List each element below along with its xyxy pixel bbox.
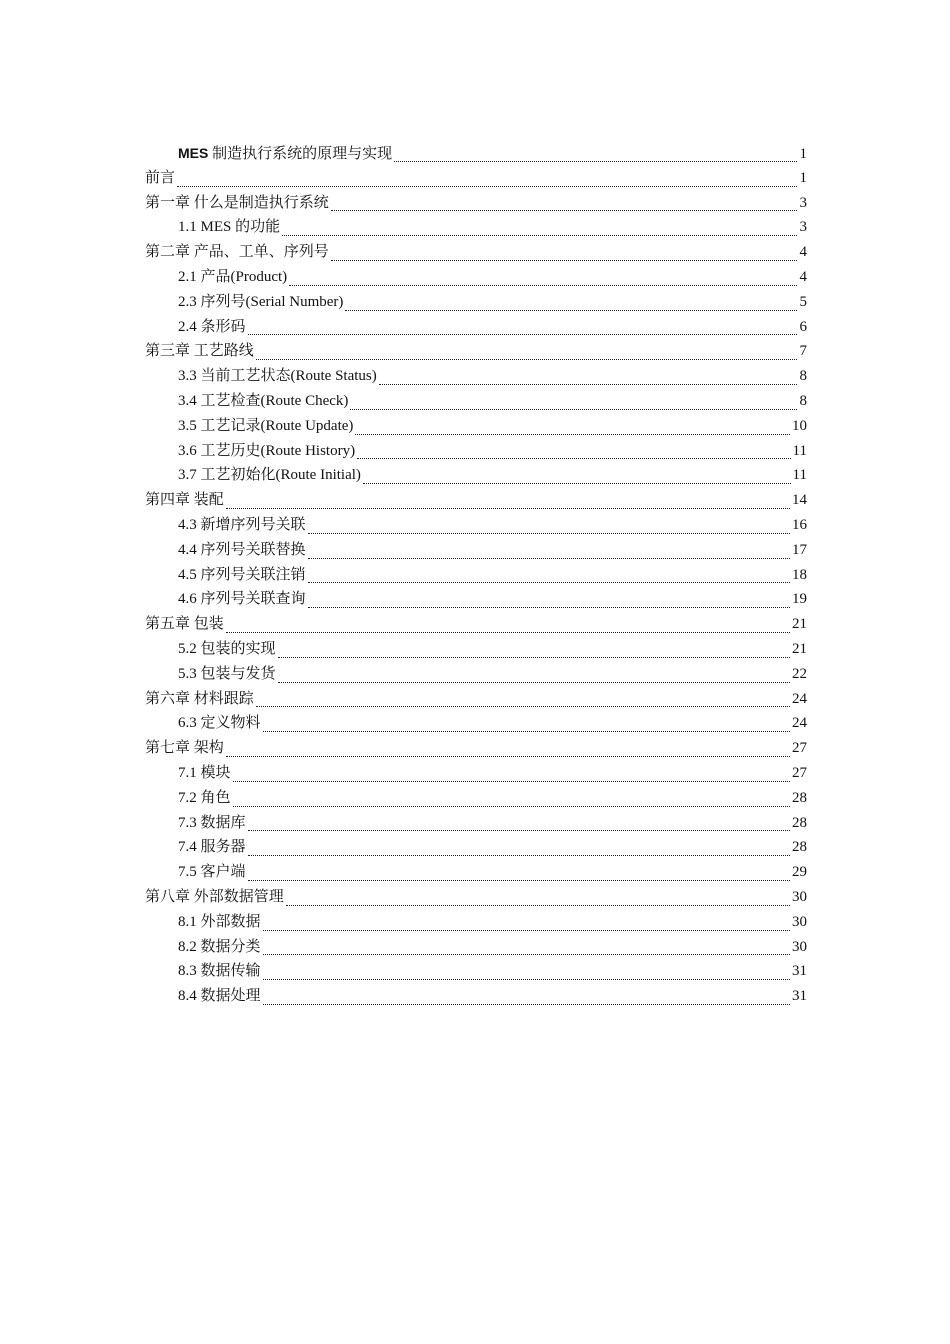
dot-leader — [256, 358, 797, 360]
dot-leader — [355, 433, 790, 435]
dot-leader — [308, 581, 790, 583]
toc-section-entry[interactable] — [145, 364, 807, 389]
dot-leader — [263, 978, 790, 980]
dot-leader — [308, 606, 790, 608]
toc-page-number: 4 — [799, 244, 807, 261]
toc-page-number: 19 — [792, 591, 807, 608]
toc-page-number: 11 — [792, 467, 807, 484]
dot-leader — [286, 904, 790, 906]
toc-entry-label: 1.1 MES 的功能 — [178, 219, 281, 236]
toc-entry-label: 第六章 材料跟踪 — [145, 690, 254, 707]
dot-leader — [226, 631, 790, 633]
dot-leader — [282, 234, 797, 236]
toc-chapter-entry[interactable] — [145, 166, 807, 191]
toc-section-entry[interactable] — [145, 811, 807, 836]
toc-entry-label: 第五章 包装 — [145, 616, 224, 633]
toc-page-number: 24 — [792, 715, 807, 732]
toc-section-entry[interactable] — [145, 538, 807, 563]
toc-section-entry[interactable] — [145, 786, 807, 811]
toc-entry-label: 2.4 条形码 — [178, 318, 246, 335]
dot-leader — [379, 383, 797, 385]
toc-entry-label: 4.4 序列号关联替换 — [178, 541, 306, 558]
toc-entry-label: 第二章 产品、工单、序列号 — [145, 244, 329, 261]
dot-leader — [308, 532, 790, 534]
toc-entry-label: 前言 — [145, 169, 176, 186]
dot-leader — [308, 557, 790, 559]
toc-page-number: 22 — [792, 665, 807, 682]
toc-entry-label: 第七章 架构 — [145, 740, 224, 757]
toc-entry-label: 3.4 工艺检查(Route Check) — [178, 392, 349, 409]
dot-leader — [233, 805, 790, 807]
toc-entry-label: 2.1 产品(Product) — [178, 268, 288, 285]
toc-chapter-entry[interactable] — [145, 488, 807, 513]
toc-page-number: 27 — [792, 740, 807, 757]
toc-chapter-entry[interactable] — [145, 339, 807, 364]
dot-leader — [278, 656, 790, 658]
toc-chapter-entry[interactable] — [145, 736, 807, 761]
dot-leader — [331, 209, 797, 211]
toc-title-text: 制造执行系统的原理与实现 — [208, 146, 393, 162]
toc-entry-list — [145, 166, 807, 1009]
toc-chapter-entry[interactable] — [145, 612, 807, 637]
toc-entry-label: 6.3 定义物料 — [178, 715, 261, 732]
toc-entry-label: 8.1 外部数据 — [178, 913, 261, 930]
dot-leader — [357, 457, 790, 459]
toc-section-entry[interactable] — [145, 662, 807, 687]
toc-entry-label: 7.1 模块 — [178, 764, 231, 781]
toc-entry-label — [178, 141, 392, 167]
toc-page-number: 28 — [792, 839, 807, 856]
toc-entry-label: 3.5 工艺记录(Route Update) — [178, 417, 354, 434]
toc-chapter-entry[interactable] — [145, 240, 807, 265]
toc-page-number: 28 — [792, 814, 807, 831]
table-of-contents — [145, 141, 807, 1009]
toc-page-number: 3 — [799, 219, 807, 236]
toc-section-entry[interactable] — [145, 563, 807, 588]
toc-page-number: 31 — [792, 988, 807, 1005]
toc-section-entry[interactable] — [145, 290, 807, 315]
dot-leader — [331, 259, 797, 261]
toc-section-entry[interactable] — [145, 315, 807, 340]
toc-entry-label: 8.4 数据处理 — [178, 988, 261, 1005]
dot-leader — [248, 879, 790, 881]
dot-leader — [263, 953, 790, 955]
toc-section-entry[interactable] — [145, 860, 807, 885]
toc-page-number: 16 — [792, 516, 807, 533]
toc-entry-label: 4.5 序列号关联注销 — [178, 566, 306, 583]
toc-section-entry[interactable] — [145, 513, 807, 538]
toc-page-number: 31 — [792, 963, 807, 980]
toc-section-entry[interactable] — [145, 389, 807, 414]
dot-leader — [248, 854, 790, 856]
toc-section-entry[interactable] — [145, 414, 807, 439]
toc-section-entry[interactable] — [145, 959, 807, 984]
toc-entry-label: 8.2 数据分类 — [178, 938, 261, 955]
toc-title-entry[interactable] — [145, 141, 807, 166]
toc-entry-label: 7.4 服务器 — [178, 839, 246, 856]
toc-section-entry[interactable] — [145, 439, 807, 464]
dot-leader — [345, 309, 797, 311]
dot-leader — [248, 829, 790, 831]
toc-entry-label: 4.6 序列号关联查询 — [178, 591, 306, 608]
toc-page-number: 29 — [792, 864, 807, 881]
toc-entry-label: 7.3 数据库 — [178, 814, 246, 831]
toc-page-number: 4 — [799, 268, 807, 285]
toc-entry-label: 7.5 客户端 — [178, 864, 246, 881]
toc-entry-label: 2.3 序列号(Serial Number) — [178, 293, 344, 310]
toc-page-number: 18 — [792, 566, 807, 583]
toc-entry-label: 3.6 工艺历史(Route History) — [178, 442, 356, 459]
toc-section-entry[interactable] — [145, 711, 807, 736]
dot-leader — [248, 333, 797, 335]
toc-page-number: 1 — [799, 169, 807, 186]
toc-entry-label: 第一章 什么是制造执行系统 — [145, 194, 329, 211]
toc-chapter-entry[interactable] — [145, 687, 807, 712]
toc-entry-label: 第三章 工艺路线 — [145, 343, 254, 360]
dot-leader — [263, 929, 790, 931]
toc-page-number: 30 — [792, 913, 807, 930]
toc-section-entry[interactable] — [145, 935, 807, 960]
toc-page-number: 17 — [792, 541, 807, 558]
toc-entry-label: 5.2 包装的实现 — [178, 640, 276, 657]
toc-entry-label: 3.7 工艺初始化(Route Initial) — [178, 467, 361, 484]
dot-leader — [226, 755, 790, 757]
toc-entry-label: 3.3 当前工艺状态(Route Status) — [178, 368, 377, 385]
toc-page-number: 14 — [792, 492, 807, 509]
dot-leader — [177, 185, 797, 187]
toc-page-number: 21 — [792, 616, 807, 633]
dot-leader — [263, 730, 790, 732]
dot-leader — [278, 681, 790, 683]
toc-page-number: 8 — [799, 368, 807, 385]
dot-leader — [226, 507, 790, 509]
dot-leader — [394, 160, 797, 162]
toc-page-number: 27 — [792, 764, 807, 781]
toc-chapter-entry[interactable] — [145, 885, 807, 910]
toc-page-number: 21 — [792, 640, 807, 657]
toc-section-entry[interactable] — [145, 265, 807, 290]
toc-section-entry[interactable] — [145, 637, 807, 662]
toc-page-number: 7 — [799, 343, 807, 360]
toc-page-number: 5 — [799, 293, 807, 310]
toc-section-entry[interactable] — [145, 835, 807, 860]
toc-page-number: 24 — [792, 690, 807, 707]
toc-page-number: 28 — [792, 789, 807, 806]
toc-section-entry[interactable] — [145, 761, 807, 786]
dot-leader — [289, 284, 797, 286]
toc-page-number: 8 — [799, 392, 807, 409]
dot-leader — [263, 1003, 790, 1005]
toc-entry-label: 4.3 新增序列号关联 — [178, 516, 306, 533]
dot-leader — [256, 705, 790, 707]
toc-chapter-entry[interactable] — [145, 191, 807, 216]
toc-title-prefix: MES — [178, 145, 209, 161]
toc-section-entry[interactable] — [145, 910, 807, 935]
toc-section-entry[interactable] — [145, 587, 807, 612]
toc-entry-label: 7.2 角色 — [178, 789, 231, 806]
toc-section-entry[interactable] — [145, 984, 807, 1009]
toc-entry-label: 5.3 包装与发货 — [178, 665, 276, 682]
toc-page-number: 30 — [792, 938, 807, 955]
toc-entry-label: 第八章 外部数据管理 — [145, 888, 284, 905]
toc-section-entry[interactable] — [145, 463, 807, 488]
toc-page-number: 30 — [792, 888, 807, 905]
toc-page-number: 11 — [792, 442, 807, 459]
dot-leader — [363, 482, 791, 484]
toc-page-number: 10 — [792, 417, 807, 434]
toc-entry-label: 第四章 装配 — [145, 492, 224, 509]
toc-page-number: 3 — [799, 194, 807, 211]
toc-entry-label: 8.3 数据传输 — [178, 963, 261, 980]
toc-page-number: 6 — [799, 318, 807, 335]
dot-leader — [233, 780, 790, 782]
dot-leader — [350, 408, 797, 410]
toc-page-number: 1 — [799, 146, 807, 162]
toc-section-entry[interactable] — [145, 215, 807, 240]
